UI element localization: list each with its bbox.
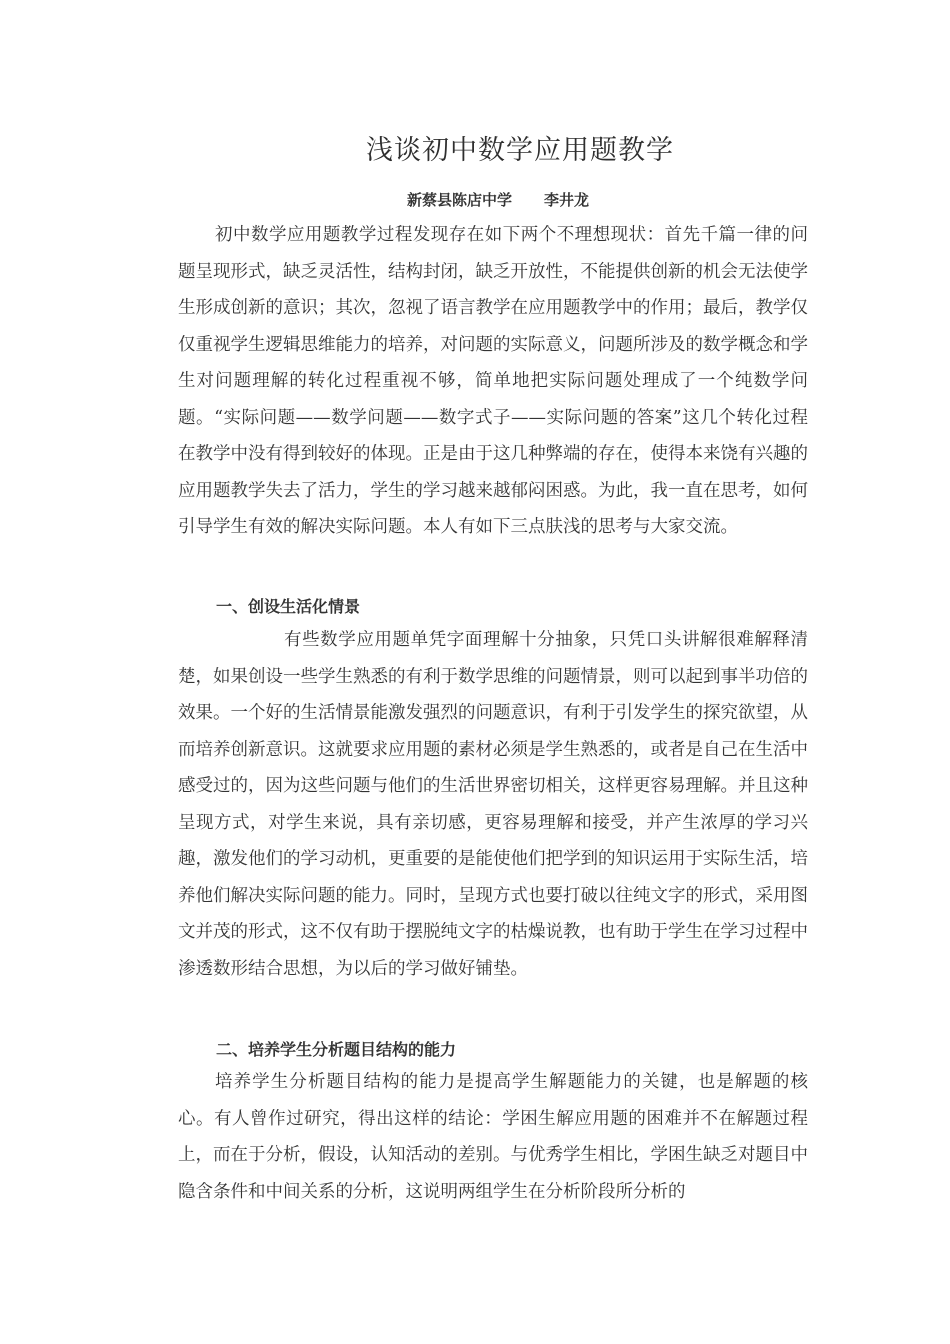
section-heading-2: 二、培养学生分析题目结构的能力 (216, 1040, 457, 1059)
author-school: 新蔡县陈店中学 (407, 191, 513, 209)
author-byline (407, 189, 589, 210)
section-heading-1: 一、创设生活化情景 (216, 597, 361, 616)
section-paragraph-1: 有些数学应用题单凭字面理解十分抽象，只凭口头讲解很难解释清楚，如果创设一些学生熟悉的有利于数学思维的问题情景，则可以起到事半功倍的效果。一个好的生活情景能激发强烈的问题意识，有利于引发学生的探究欲望，从而培养创新意识。这就要求应用题的素材必须是学生熟悉的，或者是自己在生活中感受过的，因为这些问题与他们的生活世界密切相关，这样更容易理解。并且这种呈现方式，对学生来说，具有亲切感，更容易理解和接受，并产生浓厚的学习兴趣，激发他们的学习动机，更重要的是能使他们把学到的知识运用于实际生活，培养他们解决实际问题的能力。同时，呈现方式也要打破以往纯文字的形式，采用图文并茂的形式，这不仅有助于摆脱纯文字的枯燥说教，也有助于学生在学习过程中渗透数形结合思想，为以后的学习做好铺垫。 (178, 630, 808, 979)
intro-paragraph: 初中数学应用题教学过程发现存在如下两个不理想现状：首先千篇一律的问题呈现形式，缺乏灵活性，结构封闭，缺乏开放性，不能提供创新的机会无法使学生形成创新的意识；其次，忽视了语言教学在应用题教学中的作用；最后，教学仅仅重视学生逻辑思维能力的培养，对问题的实际意义，问题所涉及的数学概念和学生对问题理解的转化过程重视不够，简单地把实际问题处理成了一个纯数学问题。“实际问题——数学问题——数字式子——实际问题的答案”这几个转化过程在教学中没有得到较好的体现。正是由于这几种弊端的存在，使得本来饶有兴趣的应用题教学失去了活力，学生的学习越来越郁闷困惑。为此，我一直在思考，如何引导学生有效的解决实际问题。本人有如下三点肤浅的思考与大家交流。 (178, 225, 808, 537)
section-paragraph-2: 培养学生分析题目结构的能力是提高学生解题能力的关键，也是解题的核心。有人曾作过研究，得出这样的结论：学困生解应用题的困难并不在解题过程上，而在于分析，假设，认知活动的差别。与优秀学生相比，学困生缺乏对题目中隐含条件和中间关系的分析，这说明两组学生在分析阶段所分析的 (178, 1072, 808, 1202)
document-title: 浅谈初中数学应用题教学 (366, 135, 674, 166)
author-name: 李井龙 (544, 191, 590, 209)
